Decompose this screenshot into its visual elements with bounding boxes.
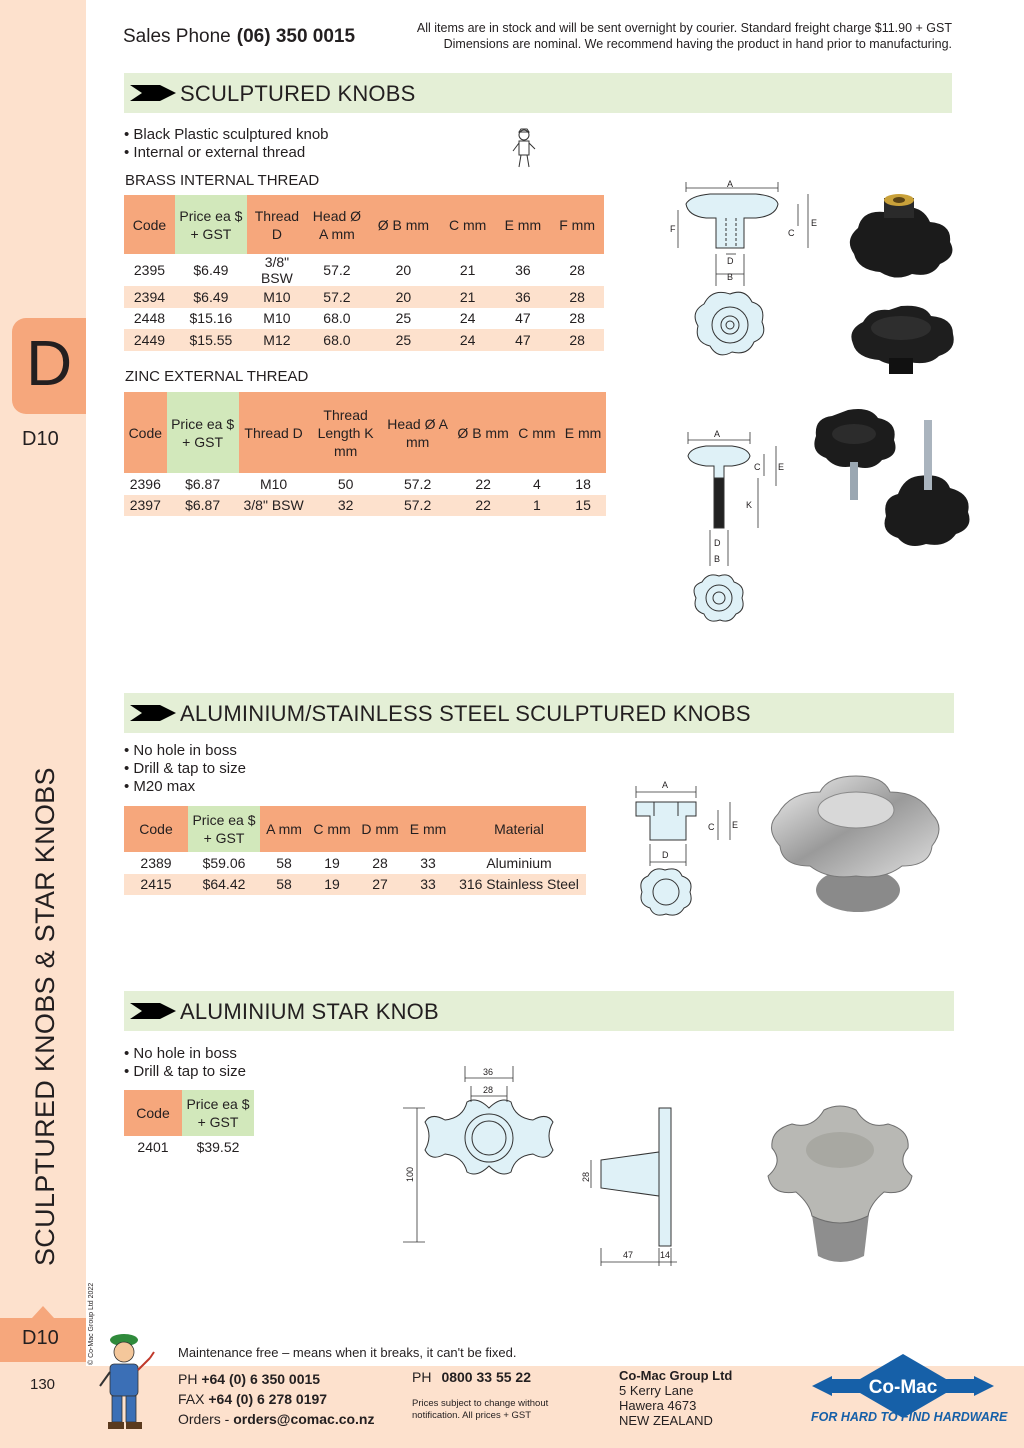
aluminium-star-knob-photo (760, 1100, 920, 1270)
cell: $6.87 (167, 473, 239, 495)
cell: 47 (495, 329, 550, 351)
company-address (619, 1368, 732, 1428)
cell: 57.2 (383, 473, 453, 495)
cell: 58 (260, 852, 308, 874)
cell: M12 (247, 329, 307, 351)
table-row (124, 852, 586, 874)
orders-label: Orders - (178, 1411, 230, 1427)
dim-label: C (708, 822, 715, 832)
arrow-icon (130, 1003, 176, 1019)
arrow-icon (130, 705, 176, 721)
cell: 2401 (124, 1136, 182, 1158)
cell: $6.49 (175, 254, 247, 286)
cell: 2448 (124, 308, 175, 330)
cell: 68.0 (307, 308, 367, 330)
bullet-item: • Black Plastic sculptured knob (124, 126, 329, 143)
table-row (124, 874, 586, 896)
section-header-star-knob (124, 991, 954, 1031)
cell: 24 (440, 329, 496, 351)
cell: 28 (550, 286, 604, 308)
address-line: NEW ZEALAND (619, 1413, 713, 1428)
dim-label: E (778, 462, 785, 472)
freight-notice (417, 20, 952, 52)
bullet-item: • Drill & tap to size (124, 760, 246, 777)
cell: $15.16 (175, 308, 247, 330)
table-header-row (124, 1090, 254, 1136)
section-tab-letter: D (26, 327, 73, 399)
subhead-brass: BRASS INTERNAL THREAD (125, 172, 320, 189)
cell: 25 (367, 308, 440, 330)
price-disclaimer-line: Prices subject to change without (412, 1398, 549, 1409)
dim-label: F (670, 224, 676, 234)
price-disclaimer (412, 1398, 548, 1422)
section-title: SCULPTURED KNOBS (180, 81, 416, 106)
table-brass (124, 195, 604, 351)
dim-label: D (714, 538, 721, 548)
section-title: ALUMINIUM STAR KNOB (180, 999, 439, 1024)
cell: 4 (514, 473, 561, 495)
brass-knob-diagram (660, 176, 820, 366)
col-price: Price ea $ + GST (182, 1090, 254, 1136)
cell: 3/8" BSW (247, 254, 307, 286)
table-row (124, 1136, 254, 1158)
dim-label: D (727, 256, 734, 266)
dim-label: D (662, 850, 669, 860)
price-disclaimer-line: notification. All prices + GST (412, 1410, 532, 1421)
dim-label: 36 (483, 1067, 494, 1077)
cell: 18 (560, 473, 606, 495)
dim-label: 47 (623, 1250, 634, 1260)
cell: 33 (404, 852, 452, 874)
col-code: Code (124, 806, 188, 852)
cell: 68.0 (307, 329, 367, 351)
col-thread: Thread D (239, 392, 309, 473)
table-row (124, 495, 606, 517)
col-material: Material (452, 806, 586, 852)
cell: M10 (247, 308, 307, 330)
col-c: C mm (514, 392, 561, 473)
subhead-zinc: ZINC EXTERNAL THREAD (125, 368, 309, 385)
cell: 20 (367, 286, 440, 308)
table-aluminium-stainless (124, 806, 586, 895)
cell: 28 (550, 329, 604, 351)
col-b: Ø B mm (367, 195, 440, 254)
col-f: F mm (550, 195, 604, 254)
cell: $64.42 (188, 874, 260, 896)
table-header-row (124, 806, 586, 852)
ph2-label: PH (412, 1369, 432, 1385)
cell: 2449 (124, 329, 175, 351)
zinc-knob-diagram (670, 426, 800, 636)
cell: 15 (560, 495, 606, 517)
cell: M10 (247, 286, 307, 308)
bullet-item: • Internal or external thread (124, 144, 306, 161)
col-code: Code (124, 1090, 182, 1136)
ph-label: PH (178, 1371, 198, 1387)
cell: 2415 (124, 874, 188, 896)
cell: M10 (239, 473, 309, 495)
col-e: E mm (560, 392, 606, 473)
sales-phone-label: Sales Phone (123, 26, 231, 47)
cell: 2395 (124, 254, 175, 286)
cell: $15.55 (175, 329, 247, 351)
cell: 22 (453, 473, 514, 495)
dim-label: 14 (660, 1250, 671, 1260)
plastic-knob-photo (845, 300, 960, 380)
col-price: Price ea $ + GST (188, 806, 260, 852)
cell: 24 (440, 308, 496, 330)
vertical-title: SCULPTURED KNOBS & STAR KNOBS (30, 767, 60, 1266)
table-row (124, 308, 604, 330)
ph-number[interactable]: +64 (0) 6 350 0015 (201, 1371, 321, 1387)
col-b: Ø B mm (453, 392, 514, 473)
cell: 22 (453, 495, 514, 517)
company-name: Co-Mac Group Ltd (619, 1368, 733, 1383)
bullet-item: • Drill & tap to size (124, 1063, 246, 1080)
cell: 1 (514, 495, 561, 517)
notice-line-1: All items are in stock and will be sent overnight by courier. Standard freight charge $11.90 + GST (416, 21, 952, 35)
cell: $59.06 (188, 852, 260, 874)
section-tab (12, 318, 86, 414)
cell: 36 (495, 254, 550, 286)
col-code: Code (124, 392, 167, 473)
dim-label: B (727, 272, 734, 282)
table-star-knob (124, 1090, 254, 1158)
cell: 57.2 (307, 254, 367, 286)
table-row (124, 329, 604, 351)
cell: $6.87 (167, 495, 239, 517)
address-line: 5 Kerry Lane (619, 1383, 694, 1398)
dim-label: A (714, 429, 721, 439)
cell: 19 (308, 874, 356, 896)
orders-email-link[interactable]: orders@comac.co.nz (233, 1411, 375, 1427)
bullet-list-s3 (124, 1045, 246, 1081)
cell: 21 (440, 254, 496, 286)
cell: 2397 (124, 495, 167, 517)
logo-text: Co-Mac (868, 1377, 938, 1398)
cell: 316 Stainless Steel (452, 874, 586, 896)
dim-label: A (662, 780, 669, 790)
aluminium-knob-diagram (626, 776, 750, 936)
table-row (124, 254, 604, 286)
arrow-icon (130, 85, 176, 101)
cell: 28 (550, 254, 604, 286)
col-code: Code (124, 195, 175, 254)
cell: 19 (308, 852, 356, 874)
zinc-knob-photo (808, 400, 978, 555)
dim-label: C (754, 462, 761, 472)
cell: 28 (550, 308, 604, 330)
bullet-item: • M20 max (124, 778, 196, 795)
dim-label: C (788, 228, 795, 238)
cell: 3/8" BSW (239, 495, 309, 517)
cell: 58 (260, 874, 308, 896)
dim-label: E (811, 218, 818, 228)
fax-number[interactable]: +64 (0) 6 278 0197 (208, 1391, 328, 1407)
bullet-list-s1 (124, 126, 329, 162)
address-line: Hawera 4673 (619, 1398, 697, 1413)
maintenance-tagline: Maintenance free – means when it breaks, it can't be fixed. (178, 1345, 517, 1360)
cell: 25 (367, 329, 440, 351)
bullet-item: • No hole in boss (124, 1045, 237, 1062)
cell: 21 (440, 286, 496, 308)
page-code-top: D10 (22, 428, 59, 450)
cell: $39.52 (182, 1136, 254, 1158)
ph2-number[interactable]: 0800 33 55 22 (441, 1369, 531, 1385)
star-knob-diagram (395, 1062, 695, 1272)
page-number: 130 (30, 1376, 56, 1393)
table-header-row (124, 195, 604, 254)
dim-label: 100 (405, 1166, 415, 1182)
section-header-aluminium-stainless (124, 693, 954, 733)
col-d: D mm (356, 806, 404, 852)
section-title: ALUMINIUM/STAINLESS STEEL SCULPTURED KNOBS (180, 701, 751, 726)
cell: Aluminium (452, 852, 586, 874)
bullet-item: • No hole in boss (124, 742, 237, 759)
col-a: A mm (260, 806, 308, 852)
section-header-sculptured-knobs (124, 73, 952, 113)
dim-label: B (714, 554, 721, 564)
col-price: Price ea $ + GST (167, 392, 239, 473)
col-length: Thread Length K mm (309, 392, 383, 473)
page-code-bottom-tab (0, 1318, 86, 1362)
notice-line-2: Dimensions are nominal. We recommend having the product in hand prior to manufacturing. (443, 37, 952, 51)
col-e: E mm (404, 806, 452, 852)
col-thread: Thread D (247, 195, 307, 254)
brass-knob-photo (840, 190, 960, 280)
col-head: Head Ø A mm (307, 195, 367, 254)
copyright: © Co-Mac Group Ltd 2022 (88, 1282, 95, 1365)
cell: $6.49 (175, 286, 247, 308)
freephone (412, 1369, 531, 1385)
sales-phone-number[interactable]: (06) 350 0015 (236, 26, 356, 47)
dim-label: 28 (483, 1085, 494, 1095)
cell: 28 (356, 852, 404, 874)
col-e: E mm (495, 195, 550, 254)
col-head: Head Ø A mm (383, 392, 453, 473)
cell: 2396 (124, 473, 167, 495)
table-header-row (124, 392, 606, 473)
table-row (124, 286, 604, 308)
cell: 57.2 (383, 495, 453, 517)
cell: 2389 (124, 852, 188, 874)
table-zinc (124, 392, 606, 516)
mascot-icon (94, 1328, 156, 1432)
page-code-bottom: D10 (22, 1327, 59, 1349)
fax-label: FAX (178, 1391, 205, 1407)
cell: 47 (495, 308, 550, 330)
table-row (124, 473, 606, 495)
cell: 57.2 (307, 286, 367, 308)
cell: 50 (309, 473, 383, 495)
dim-label: A (727, 179, 734, 189)
col-c: C mm (440, 195, 496, 254)
mascot-small-icon (510, 127, 538, 169)
bullet-list-s2 (124, 742, 246, 796)
stainless-knob-photo (760, 770, 950, 920)
contact-block (178, 1369, 375, 1429)
col-c: C mm (308, 806, 356, 852)
cell: 32 (309, 495, 383, 517)
cell: 20 (367, 254, 440, 286)
logo-tagline: FOR HARD TO FIND HARDWARE (811, 1410, 1008, 1424)
dim-label: E (732, 820, 739, 830)
col-price: Price ea $ + GST (175, 195, 247, 254)
cell: 33 (404, 874, 452, 896)
cell: 2394 (124, 286, 175, 308)
cell: 27 (356, 874, 404, 896)
sales-phone (123, 26, 355, 48)
dim-label: K (746, 500, 753, 510)
dim-label: 28 (581, 1171, 591, 1182)
cell: 36 (495, 286, 550, 308)
